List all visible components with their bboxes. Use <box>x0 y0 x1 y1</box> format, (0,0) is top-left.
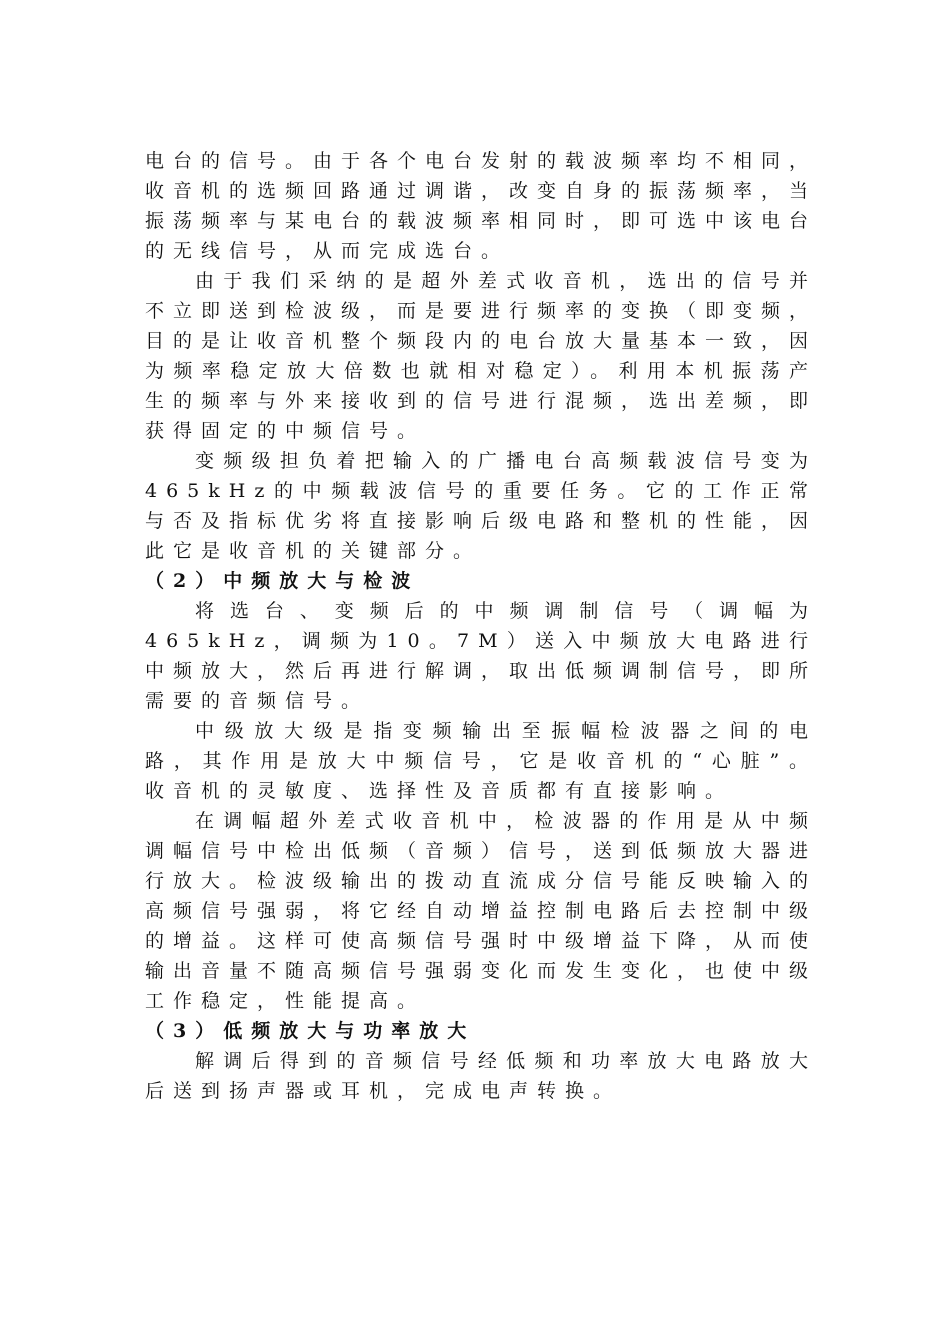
paragraph-audio-output: 解调后得到的音频信号经低频和功率放大电路放大后送到扬声器或耳机，完成电声转换。 <box>145 1050 817 1102</box>
paragraph-frequency-conversion: 变频级担负着把输入的广播电台高频载波信号变为465kHz的中频载波信号的重要任务。它的工作正常与否及指标优劣将直接影响后级电路和整机的性能，因此它是收音机的关键部分。 <box>145 450 818 562</box>
paragraph-station-selection: 电台的信号。由于各个电台发射的载波频率均不相同，收音机的选频回路通过调谐，改变自身的振荡频率，当振荡频率与某电台的载波频率相同时，即可选中该电台的无线信号，从而完成选台。 <box>145 150 818 262</box>
section-heading-if-amplification: （2）中频放大与检波 <box>145 570 420 592</box>
paragraph-superheterodyne: 由于我们采纳的是超外差式收音机，选出的信号并不立即送到检波级，而是要进行频率的变换（即变频，目的是让收音机整个频段内的电台放大量基本一致，因为频率稳定放大倍数也就相对稳定）。利用本机振荡产生的频率与外来接收到的信号进行混频，选出差频，即获得固定的中频信号。 <box>145 270 818 442</box>
section-heading-audio-amplification: （3）低频放大与功率放大 <box>145 1020 476 1042</box>
paragraph-if-amplifier: 中级放大级是指变频输出至振幅检波器之间的电路，其作用是放大中频信号，它是收音机的“心脏”。收音机的灵敏度、选择性及音质都有直接影响。 <box>145 720 817 802</box>
paragraph-if-modulation: 将选台、变频后的中频调制信号（调幅为465kHz，调频为10。7M）送入中频放大电路进行中频放大，然后再进行解调，取出低频调制信号，即所需要的音频信号。 <box>145 600 818 712</box>
document-body <box>145 146 817 1106</box>
paragraph-detector: 在调幅超外差式收音机中，检波器的作用是从中频调幅信号中检出低频（音频）信号，送到低频放大器进行放大。检波级输出的拨动直流成分信号能反映输入的高频信号强弱，将它经自动增益控制电路后去控制中级的增益。这样可使高频信号强时中级增益下降，从而使输出音量不随高频信号强弱变化而发生变化，也使中级工作稳定，性能提高。 <box>145 810 818 1012</box>
